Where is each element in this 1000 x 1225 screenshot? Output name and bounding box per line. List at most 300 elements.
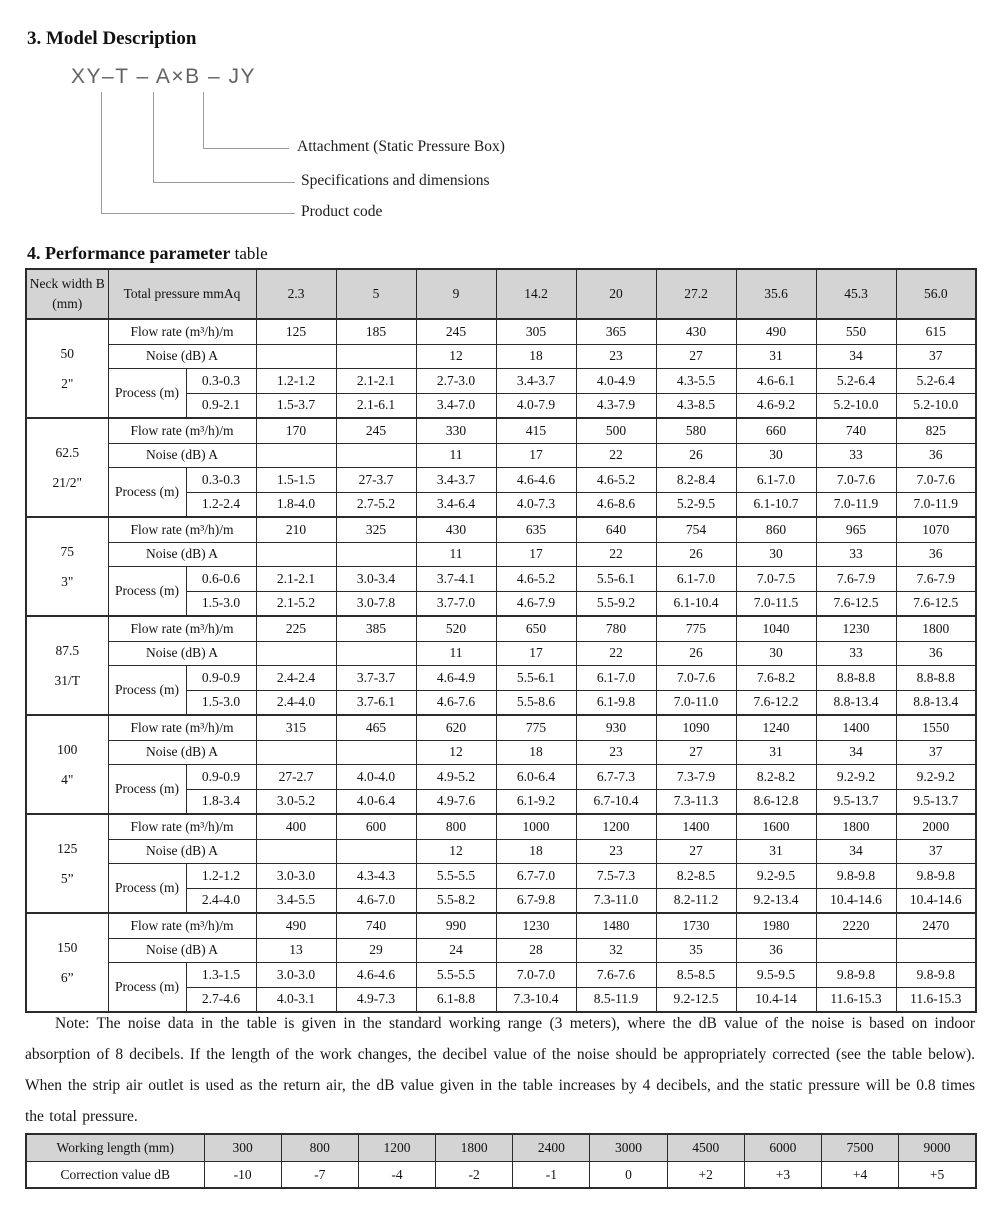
working-length-value-cell: 6000	[744, 1134, 821, 1162]
noise-value-cell: 18	[496, 344, 576, 369]
correction-table	[25, 1133, 977, 1189]
process-range-cell: 1.5-3.0	[186, 690, 256, 715]
neck-width-inch: 31/T	[54, 672, 80, 688]
process-value-cell: 2.4-4.0	[256, 690, 336, 715]
flow-rate-value-cell: 1240	[736, 715, 816, 740]
neck-width-mm: 150	[57, 939, 78, 955]
process-value-cell: 9.5-9.5	[736, 963, 816, 988]
process-label-cell: Process (m)	[108, 369, 186, 419]
neck-width-mm: 75	[60, 543, 74, 559]
process-value-cell: 6.1-10.7	[736, 492, 816, 517]
correction-value-cell: -10	[204, 1162, 281, 1189]
process-value-cell: 5.5-9.2	[576, 591, 656, 616]
group-process-row-1	[26, 468, 976, 493]
flow-rate-value-cell: 1070	[896, 517, 976, 542]
noise-value-cell	[256, 344, 336, 369]
callout-label-attachment: Attachment (Static Pressure Box)	[297, 138, 505, 155]
group-flow-row	[26, 814, 976, 839]
noise-value-cell	[336, 542, 416, 567]
flow-rate-value-cell: 930	[576, 715, 656, 740]
noise-label-cell: Noise (dB) A	[108, 938, 256, 963]
process-value-cell: 6.7-10.4	[576, 789, 656, 814]
process-value-cell: 4.3-8.5	[656, 393, 736, 418]
process-value-cell: 7.0-7.0	[496, 963, 576, 988]
noise-value-cell	[256, 839, 336, 864]
noise-label-cell: Noise (dB) A	[108, 542, 256, 567]
noise-value-cell: 37	[896, 740, 976, 765]
noise-value-cell: 11	[416, 641, 496, 666]
group-flow-row	[26, 418, 976, 443]
process-label-cell: Process (m)	[108, 468, 186, 518]
noise-value-cell: 12	[416, 344, 496, 369]
noise-value-cell: 28	[496, 938, 576, 963]
noise-value-cell: 36	[896, 443, 976, 468]
callout-label-product-code: Product code	[301, 203, 383, 220]
flow-rate-value-cell: 580	[656, 418, 736, 443]
process-label-cell: Process (m)	[108, 864, 186, 914]
working-length-value-cell: 7500	[822, 1134, 899, 1162]
working-length-row	[26, 1134, 976, 1162]
process-value-cell: 7.6-7.6	[576, 963, 656, 988]
neck-width-cell	[26, 319, 108, 418]
note-paragraph: Note: The noise data in the table is given in the standard working range (3 meters), where the dB value of the noise is based on indoor absorption of 8 decibels. If the length of the work changes, the decibel value of the noise should be appropriately corrected (see the table below). When the strip air outlet is used as the return air, the dB value given in the table increases by 4 decibels, and the static pressure will be 0.8 times the total pressure.	[25, 1015, 975, 1125]
flow-rate-value-cell: 1600	[736, 814, 816, 839]
process-value-cell: 7.3-10.4	[496, 987, 576, 1012]
process-value-cell: 3.4-3.7	[496, 369, 576, 394]
process-value-cell: 10.4-14.6	[896, 888, 976, 913]
process-value-cell: 4.6-4.6	[336, 963, 416, 988]
correction-value-cell: -1	[513, 1162, 590, 1189]
process-value-cell: 5.2-9.5	[656, 492, 736, 517]
flow-rate-value-cell: 615	[896, 319, 976, 344]
process-value-cell: 7.3-7.9	[656, 765, 736, 790]
working-length-value-cell: 800	[281, 1134, 358, 1162]
noise-label-cell: Noise (dB) A	[108, 344, 256, 369]
group-noise-row	[26, 344, 976, 369]
process-value-cell: 2.7-3.0	[416, 369, 496, 394]
process-value-cell: 4.9-7.6	[416, 789, 496, 814]
header-neck-width-cell	[26, 269, 108, 319]
header-pressure-cell: 9	[416, 269, 496, 319]
process-value-cell: 7.0-11.5	[736, 591, 816, 616]
flow-rate-value-cell: 305	[496, 319, 576, 344]
flow-rate-value-cell: 1400	[816, 715, 896, 740]
group-flow-row	[26, 715, 976, 740]
flow-rate-label-cell: Flow rate (m³/h)/m	[108, 319, 256, 344]
header-pressure-cell: 27.2	[656, 269, 736, 319]
noise-value-cell: 33	[816, 641, 896, 666]
process-value-cell: 4.6-5.2	[576, 468, 656, 493]
process-value-cell: 7.0-11.9	[816, 492, 896, 517]
neck-width-cell	[26, 715, 108, 814]
process-value-cell: 7.0-7.6	[896, 468, 976, 493]
process-value-cell: 2.1-2.1	[256, 567, 336, 592]
flow-rate-value-cell: 2470	[896, 913, 976, 938]
process-value-cell: 2.1-6.1	[336, 393, 416, 418]
flow-rate-value-cell: 430	[416, 517, 496, 542]
model-code-text: XY–T – A×B – JY	[71, 65, 256, 88]
process-label-cell: Process (m)	[108, 765, 186, 815]
noise-value-cell	[256, 740, 336, 765]
flow-rate-value-cell: 550	[816, 319, 896, 344]
process-value-cell: 6.1-9.8	[576, 690, 656, 715]
flow-rate-value-cell: 1800	[816, 814, 896, 839]
group-noise-row	[26, 641, 976, 666]
process-value-cell: 9.5-13.7	[816, 789, 896, 814]
flow-rate-value-cell: 1400	[656, 814, 736, 839]
process-value-cell: 5.5-5.5	[416, 963, 496, 988]
process-value-cell: 5.5-8.6	[496, 690, 576, 715]
flow-rate-label-cell: Flow rate (m³/h)/m	[108, 814, 256, 839]
neck-width-mm: 87.5	[55, 642, 80, 658]
process-value-cell: 7.0-7.6	[816, 468, 896, 493]
flow-rate-value-cell: 185	[336, 319, 416, 344]
group-noise-row	[26, 938, 976, 963]
noise-value-cell: 30	[736, 443, 816, 468]
process-value-cell: 3.4-5.5	[256, 888, 336, 913]
correction-value-cell: +3	[744, 1162, 821, 1189]
neck-width-mm: 50	[60, 345, 74, 361]
group-noise-row	[26, 839, 976, 864]
process-value-cell: 3.7-4.1	[416, 567, 496, 592]
process-value-cell: 11.6-15.3	[816, 987, 896, 1012]
process-value-cell: 9.2-9.2	[816, 765, 896, 790]
correction-value-label-cell: Correction value dB	[26, 1162, 204, 1189]
flow-rate-label-cell: Flow rate (m³/h)/m	[108, 913, 256, 938]
performance-heading-rest: table	[230, 244, 268, 263]
flow-rate-value-cell: 740	[336, 913, 416, 938]
process-value-cell: 5.5-6.1	[496, 666, 576, 691]
header-pressure-cell: 5	[336, 269, 416, 319]
flow-rate-value-cell: 754	[656, 517, 736, 542]
header-pressure-cell: 14.2	[496, 269, 576, 319]
process-value-cell: 1.5-3.7	[256, 393, 336, 418]
group-process-row-1	[26, 963, 976, 988]
flow-rate-value-cell: 1000	[496, 814, 576, 839]
flow-rate-value-cell: 740	[816, 418, 896, 443]
correction-value-cell: -4	[358, 1162, 435, 1189]
working-length-value-cell: 4500	[667, 1134, 744, 1162]
correction-value-cell: 0	[590, 1162, 667, 1189]
noise-value-cell: 17	[496, 542, 576, 567]
noise-value-cell: 22	[576, 542, 656, 567]
flow-rate-value-cell: 1230	[496, 913, 576, 938]
process-value-cell: 7.6-7.9	[816, 567, 896, 592]
noise-value-cell: 33	[816, 443, 896, 468]
header-total-pressure-cell: Total pressure mmAq	[108, 269, 256, 319]
flow-rate-value-cell: 500	[576, 418, 656, 443]
noise-value-cell: 26	[656, 641, 736, 666]
process-range-cell: 1.5-3.0	[186, 591, 256, 616]
process-value-cell: 6.1-8.8	[416, 987, 496, 1012]
process-range-cell: 0.3-0.3	[186, 468, 256, 493]
noise-value-cell: 34	[816, 740, 896, 765]
process-value-cell: 4.6-7.0	[336, 888, 416, 913]
noise-value-cell: 27	[656, 839, 736, 864]
neck-width-inch: 5”	[60, 870, 74, 886]
noise-value-cell	[256, 443, 336, 468]
group-process-row-1	[26, 864, 976, 889]
group-process-row-1	[26, 765, 976, 790]
process-value-cell: 7.6-12.5	[896, 591, 976, 616]
process-value-cell: 4.3-7.9	[576, 393, 656, 418]
process-value-cell: 5.2-10.0	[816, 393, 896, 418]
group-noise-row	[26, 740, 976, 765]
flow-rate-value-cell: 365	[576, 319, 656, 344]
group-flow-row	[26, 616, 976, 641]
group-flow-row	[26, 913, 976, 938]
process-value-cell: 6.1-9.2	[496, 789, 576, 814]
noise-label-cell: Noise (dB) A	[108, 443, 256, 468]
flow-rate-value-cell: 125	[256, 319, 336, 344]
noise-value-cell: 32	[576, 938, 656, 963]
group-noise-row	[26, 542, 976, 567]
noise-value-cell: 11	[416, 542, 496, 567]
process-range-cell: 1.3-1.5	[186, 963, 256, 988]
process-value-cell: 5.5-5.5	[416, 864, 496, 889]
flow-rate-value-cell: 245	[416, 319, 496, 344]
noise-value-cell	[256, 542, 336, 567]
noise-value-cell: 18	[496, 740, 576, 765]
process-value-cell: 3.4-7.0	[416, 393, 496, 418]
noise-value-cell: 18	[496, 839, 576, 864]
flow-rate-value-cell: 325	[336, 517, 416, 542]
process-value-cell: 9.8-9.8	[816, 864, 896, 889]
flow-rate-value-cell: 640	[576, 517, 656, 542]
noise-label-cell: Noise (dB) A	[108, 839, 256, 864]
process-value-cell: 5.2-6.4	[816, 369, 896, 394]
process-label-cell: Process (m)	[108, 666, 186, 716]
neck-width-cell	[26, 814, 108, 913]
neck-width-inch: 2"	[61, 375, 74, 391]
process-value-cell: 8.8-8.8	[816, 666, 896, 691]
process-value-cell: 4.6-8.6	[576, 492, 656, 517]
flow-rate-label-cell: Flow rate (m³/h)/m	[108, 616, 256, 641]
process-value-cell: 7.6-7.9	[896, 567, 976, 592]
process-range-cell: 0.3-0.3	[186, 369, 256, 394]
noise-value-cell: 24	[416, 938, 496, 963]
process-value-cell: 7.6-12.5	[816, 591, 896, 616]
process-value-cell: 7.0-7.6	[656, 666, 736, 691]
process-range-cell: 2.4-4.0	[186, 888, 256, 913]
flow-rate-value-cell: 1090	[656, 715, 736, 740]
flow-rate-value-cell: 415	[496, 418, 576, 443]
group-process-row-1	[26, 369, 976, 394]
correction-value-cell: +4	[822, 1162, 899, 1189]
process-range-cell: 1.2-2.4	[186, 492, 256, 517]
process-value-cell: 3.7-6.1	[336, 690, 416, 715]
correction-value-cell: +2	[667, 1162, 744, 1189]
noise-value-cell	[336, 443, 416, 468]
process-value-cell: 9.2-9.5	[736, 864, 816, 889]
noise-value-cell: 23	[576, 344, 656, 369]
process-value-cell: 8.6-12.8	[736, 789, 816, 814]
flow-rate-value-cell: 1230	[816, 616, 896, 641]
correction-value-cell: +5	[899, 1162, 976, 1189]
process-value-cell: 4.6-7.6	[416, 690, 496, 715]
process-value-cell: 7.0-7.5	[736, 567, 816, 592]
noise-value-cell: 34	[816, 839, 896, 864]
process-value-cell: 3.0-3.0	[256, 864, 336, 889]
noise-value-cell	[336, 740, 416, 765]
process-value-cell: 7.0-11.9	[896, 492, 976, 517]
noise-value-cell: 12	[416, 839, 496, 864]
noise-value-cell: 30	[736, 641, 816, 666]
process-value-cell: 7.6-12.2	[736, 690, 816, 715]
process-value-cell: 1.2-1.2	[256, 369, 336, 394]
noise-value-cell: 37	[896, 839, 976, 864]
neck-width-mm: 100	[57, 741, 78, 757]
process-value-cell: 4.6-6.1	[736, 369, 816, 394]
flow-rate-value-cell: 1980	[736, 913, 816, 938]
flow-rate-value-cell: 635	[496, 517, 576, 542]
noise-value-cell: 12	[416, 740, 496, 765]
process-range-cell: 0.9-2.1	[186, 393, 256, 418]
process-value-cell: 6.1-7.0	[656, 567, 736, 592]
process-value-cell: 4.9-5.2	[416, 765, 496, 790]
process-value-cell: 11.6-15.3	[896, 987, 976, 1012]
process-value-cell: 6.1-10.4	[656, 591, 736, 616]
process-label-cell: Process (m)	[108, 567, 186, 617]
performance-table-header-row	[26, 269, 976, 319]
process-value-cell: 3.0-3.4	[336, 567, 416, 592]
process-value-cell: 7.6-8.2	[736, 666, 816, 691]
noise-label-cell: Noise (dB) A	[108, 740, 256, 765]
flow-rate-value-cell: 620	[416, 715, 496, 740]
process-value-cell: 7.3-11.0	[576, 888, 656, 913]
process-value-cell: 4.6-7.9	[496, 591, 576, 616]
group-flow-row	[26, 517, 976, 542]
process-range-cell: 2.7-4.6	[186, 987, 256, 1012]
noise-value-cell: 11	[416, 443, 496, 468]
flow-rate-value-cell: 430	[656, 319, 736, 344]
process-range-cell: 0.9-0.9	[186, 765, 256, 790]
flow-rate-value-cell: 800	[416, 814, 496, 839]
flow-rate-value-cell: 520	[416, 616, 496, 641]
process-value-cell: 9.2-12.5	[656, 987, 736, 1012]
noise-value-cell: 26	[656, 542, 736, 567]
noise-value-cell: 17	[496, 443, 576, 468]
process-value-cell: 4.6-5.2	[496, 567, 576, 592]
process-value-cell: 27-2.7	[256, 765, 336, 790]
noise-value-cell: 30	[736, 542, 816, 567]
process-value-cell: 2.1-2.1	[336, 369, 416, 394]
process-value-cell: 3.0-5.2	[256, 789, 336, 814]
neck-width-mm: 62.5	[55, 444, 80, 460]
noise-value-cell: 23	[576, 740, 656, 765]
process-value-cell: 8.5-11.9	[576, 987, 656, 1012]
group-noise-row	[26, 443, 976, 468]
noise-value-cell: 36	[736, 938, 816, 963]
process-value-cell: 3.4-6.4	[416, 492, 496, 517]
process-value-cell: 4.0-3.1	[256, 987, 336, 1012]
process-value-cell: 8.8-13.4	[896, 690, 976, 715]
process-range-cell: 1.8-3.4	[186, 789, 256, 814]
working-length-value-cell: 3000	[590, 1134, 667, 1162]
process-label-cell: Process (m)	[108, 963, 186, 1013]
process-value-cell: 2.7-5.2	[336, 492, 416, 517]
group-flow-row	[26, 319, 976, 344]
performance-parameter-heading	[27, 243, 268, 264]
noise-value-cell	[336, 641, 416, 666]
noise-value-cell: 22	[576, 641, 656, 666]
working-length-value-cell: 300	[204, 1134, 281, 1162]
noise-value-cell: 36	[896, 641, 976, 666]
flow-rate-value-cell: 170	[256, 418, 336, 443]
performance-heading-bold: 4. Performance parameter	[27, 243, 231, 263]
process-value-cell: 4.6-4.6	[496, 468, 576, 493]
flow-rate-value-cell: 330	[416, 418, 496, 443]
header-neck-width-line1: Neck width B	[29, 276, 105, 291]
flow-rate-label-cell: Flow rate (m³/h)/m	[108, 715, 256, 740]
flow-rate-value-cell: 660	[736, 418, 816, 443]
process-value-cell: 9.8-9.8	[896, 864, 976, 889]
process-range-cell: 0.9-0.9	[186, 666, 256, 691]
process-value-cell: 9.8-9.8	[816, 963, 896, 988]
process-value-cell: 8.2-8.5	[656, 864, 736, 889]
flow-rate-value-cell: 315	[256, 715, 336, 740]
neck-width-inch: 4"	[61, 771, 74, 787]
process-value-cell: 10.4-14.6	[816, 888, 896, 913]
flow-rate-value-cell: 2220	[816, 913, 896, 938]
header-pressure-cell: 2.3	[256, 269, 336, 319]
process-value-cell: 5.2-6.4	[896, 369, 976, 394]
noise-value-cell	[816, 938, 896, 963]
process-value-cell: 6.7-7.0	[496, 864, 576, 889]
noise-value-cell	[336, 839, 416, 864]
header-pressure-cell: 56.0	[896, 269, 976, 319]
process-value-cell: 1.5-1.5	[256, 468, 336, 493]
process-value-cell: 3.7-3.7	[336, 666, 416, 691]
working-length-value-cell: 9000	[899, 1134, 976, 1162]
process-value-cell: 6.1-7.0	[736, 468, 816, 493]
noise-value-cell: 31	[736, 344, 816, 369]
flow-rate-value-cell: 1550	[896, 715, 976, 740]
noise-value-cell	[336, 344, 416, 369]
process-value-cell: 5.5-6.1	[576, 567, 656, 592]
neck-width-cell	[26, 616, 108, 715]
noise-value-cell: 13	[256, 938, 336, 963]
neck-width-cell	[26, 517, 108, 616]
working-length-value-cell: 2400	[513, 1134, 590, 1162]
flow-rate-value-cell: 1200	[576, 814, 656, 839]
process-value-cell: 8.2-8.4	[656, 468, 736, 493]
process-value-cell: 8.2-8.2	[736, 765, 816, 790]
flow-rate-value-cell: 400	[256, 814, 336, 839]
header-neck-width-line2: (mm)	[52, 296, 83, 311]
model-description-heading: 3. Model Description	[27, 28, 197, 49]
process-value-cell: 6.7-7.3	[576, 765, 656, 790]
flow-rate-value-cell: 1480	[576, 913, 656, 938]
process-value-cell: 4.0-7.9	[496, 393, 576, 418]
flow-rate-value-cell: 990	[416, 913, 496, 938]
process-range-cell: 0.6-0.6	[186, 567, 256, 592]
header-pressure-cell: 20	[576, 269, 656, 319]
process-value-cell: 7.3-11.3	[656, 789, 736, 814]
flow-rate-value-cell: 385	[336, 616, 416, 641]
flow-rate-label-cell: Flow rate (m³/h)/m	[108, 517, 256, 542]
flow-rate-value-cell: 1040	[736, 616, 816, 641]
correction-value-row	[26, 1162, 976, 1189]
process-value-cell: 3.0-3.0	[256, 963, 336, 988]
flow-rate-value-cell: 825	[896, 418, 976, 443]
process-value-cell: 5.2-10.0	[896, 393, 976, 418]
header-pressure-cell: 45.3	[816, 269, 896, 319]
group-process-row-1	[26, 567, 976, 592]
noise-value-cell: 26	[656, 443, 736, 468]
noise-value-cell	[896, 938, 976, 963]
process-value-cell: 5.5-8.2	[416, 888, 496, 913]
